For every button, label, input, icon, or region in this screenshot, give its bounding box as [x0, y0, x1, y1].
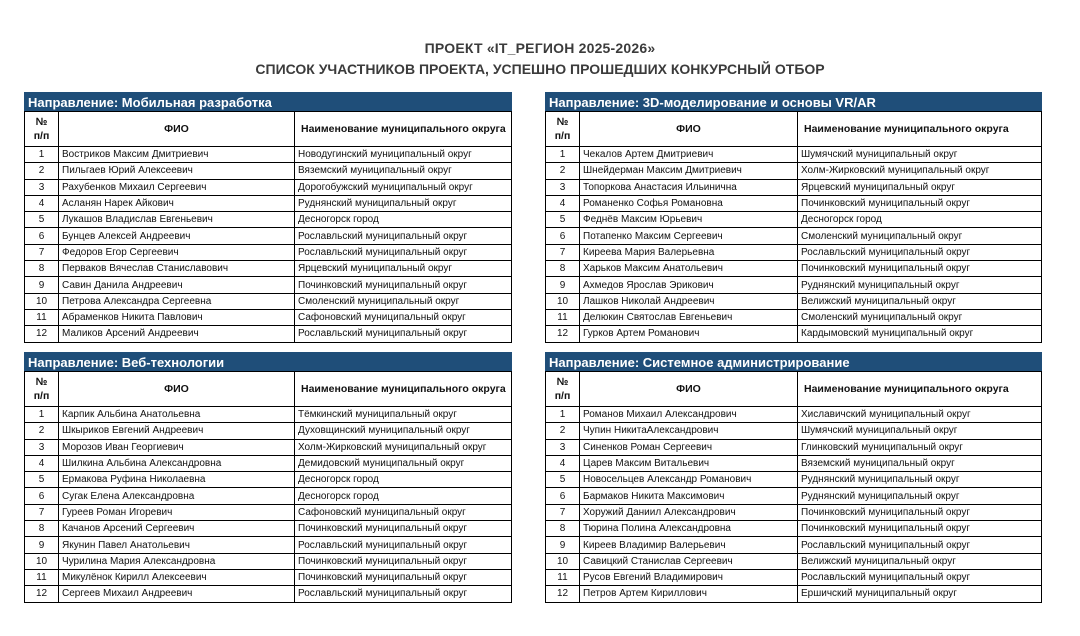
municipal-district: Рославльский муниципальный округ: [295, 244, 512, 260]
column-header-fio: ФИО: [580, 372, 798, 407]
participant-name: Федоров Егор Сергеевич: [59, 244, 295, 260]
table-row: [546, 195, 1042, 211]
row-number: 11: [546, 309, 580, 325]
municipal-district: Хиславичский муниципальный округ: [798, 407, 1042, 423]
row-number: 2: [25, 163, 59, 179]
row-number: 6: [25, 488, 59, 504]
municipal-district: Глинковский муниципальный округ: [798, 439, 1042, 455]
municipal-district: Рославльский муниципальный округ: [295, 326, 512, 342]
participant-name: Карпик Альбина Анатольевна: [59, 407, 295, 423]
municipal-district: Починковский муниципальный округ: [295, 569, 512, 585]
participants-table: [24, 111, 512, 343]
municipal-district: Руднянский муниципальный округ: [798, 472, 1042, 488]
row-number: 10: [546, 293, 580, 309]
municipal-district: Вяземский муниципальный округ: [798, 455, 1042, 471]
table-row: [546, 504, 1042, 520]
municipal-district: Демидовский муниципальный округ: [295, 455, 512, 471]
participant-name: Романов Михаил Александрович: [580, 407, 798, 423]
participant-name: Микулёнок Кирилл Алексеевич: [59, 569, 295, 585]
table-row: [25, 326, 512, 342]
section-title: Направление: Веб-технологии: [24, 352, 512, 371]
participant-name: Петрова Александра Сергеевна: [59, 293, 295, 309]
row-number: 10: [25, 553, 59, 569]
participant-name: Петров Артем Кириллович: [580, 586, 798, 602]
row-number: 6: [25, 228, 59, 244]
participant-name: Лукашов Владислав Евгеньевич: [59, 212, 295, 228]
participant-name: Хоружий Даниил Александрович: [580, 504, 798, 520]
column-header-region: Наименование муниципального округа: [798, 112, 1042, 147]
participant-name: Гурков Артем Романович: [580, 326, 798, 342]
row-number: 8: [546, 261, 580, 277]
municipal-district: Шумячский муниципальный округ: [798, 147, 1042, 163]
municipal-district: Рославльский муниципальный округ: [798, 244, 1042, 260]
row-number: 12: [546, 586, 580, 602]
participant-name: Ермакова Руфина Николаевна: [59, 472, 295, 488]
table-row: [546, 488, 1042, 504]
participant-name: Царев Максим Витальевич: [580, 455, 798, 471]
table-row: [546, 407, 1042, 423]
table-row: [546, 553, 1042, 569]
participant-name: Киреев Владимир Валерьевич: [580, 537, 798, 553]
table-row: [25, 228, 512, 244]
table-row: [546, 537, 1042, 553]
row-number: 1: [546, 147, 580, 163]
row-number: 7: [25, 244, 59, 260]
table-row: [25, 261, 512, 277]
table-row: [546, 586, 1042, 602]
column-header-region: Наименование муниципального округа: [295, 372, 512, 407]
municipal-district: Десногорск город: [295, 488, 512, 504]
table-row: [25, 147, 512, 163]
participant-name: Сергеев Михаил Андреевич: [59, 586, 295, 602]
section-title: Направление: Системное администрирование: [545, 352, 1042, 371]
table-header-row: [25, 372, 512, 407]
municipal-district: Смоленский муниципальный округ: [295, 293, 512, 309]
row-number: 8: [25, 261, 59, 277]
municipal-district: Смоленский муниципальный округ: [798, 309, 1042, 325]
table-row: [25, 586, 512, 602]
row-number: 3: [25, 439, 59, 455]
table-row: [546, 179, 1042, 195]
table-row: [546, 455, 1042, 471]
row-number: 11: [25, 569, 59, 585]
participants-table: [24, 371, 512, 603]
participant-name: Чекалов Артем Дмитриевич: [580, 147, 798, 163]
table-row: [25, 504, 512, 520]
row-number: 7: [546, 504, 580, 520]
row-number: 1: [546, 407, 580, 423]
participant-name: Гуреев Роман Игоревич: [59, 504, 295, 520]
municipal-district: Ершичский муниципальный округ: [798, 586, 1042, 602]
participant-name: Маликов Арсений Андреевич: [59, 326, 295, 342]
participant-name: Киреева Мария Валерьевна: [580, 244, 798, 260]
municipal-district: Тёмкинский муниципальный округ: [295, 407, 512, 423]
municipal-district: Вяземский муниципальный округ: [295, 163, 512, 179]
table-row: [546, 472, 1042, 488]
participant-name: Шкыриков Евгений Андреевич: [59, 423, 295, 439]
participants-table: [545, 371, 1042, 603]
row-number: 12: [25, 586, 59, 602]
row-number: 9: [546, 537, 580, 553]
row-number: 12: [546, 326, 580, 342]
municipal-district: Руднянский муниципальный округ: [798, 488, 1042, 504]
municipal-district: Рославльский муниципальный округ: [295, 228, 512, 244]
table-row: [25, 407, 512, 423]
row-number: 10: [546, 553, 580, 569]
table-row: [546, 163, 1042, 179]
table-row: [546, 212, 1042, 228]
row-number: 7: [546, 244, 580, 260]
document-header: [0, 38, 1080, 79]
participant-name: Харьков Максим Анатольевич: [580, 261, 798, 277]
participants-table: [545, 111, 1042, 343]
participant-name: Савин Данила Андреевич: [59, 277, 295, 293]
municipal-district: Сафоновский муниципальный округ: [295, 309, 512, 325]
column-header-region: Наименование муниципального округа: [798, 372, 1042, 407]
table-row: [25, 455, 512, 471]
row-number: 3: [546, 439, 580, 455]
participant-name: Ахмедов Ярослав Эрикович: [580, 277, 798, 293]
municipal-district: Новодугинский муниципальный округ: [295, 147, 512, 163]
table-row: [25, 569, 512, 585]
municipal-district: Ярцевский муниципальный округ: [295, 261, 512, 277]
municipal-district: Рославльский муниципальный округ: [295, 586, 512, 602]
table-row: [546, 309, 1042, 325]
municipal-district: Рославльский муниципальный округ: [798, 569, 1042, 585]
section-title: Направление: 3D-моделирование и основы VR/AR: [545, 92, 1042, 111]
row-number: 4: [25, 195, 59, 211]
municipal-district: Духовщинский муниципальный округ: [295, 423, 512, 439]
table-row: [25, 553, 512, 569]
municipal-district: Дорогобужский муниципальный округ: [295, 179, 512, 195]
table-row: [25, 423, 512, 439]
municipal-district: Починковский муниципальный округ: [295, 521, 512, 537]
participant-name: Савицкий Станислав Сергеевич: [580, 553, 798, 569]
row-number: 3: [546, 179, 580, 195]
section-web: [24, 352, 512, 603]
table-row: [25, 212, 512, 228]
table-row: [546, 244, 1042, 260]
row-number: 5: [25, 212, 59, 228]
row-number: 5: [25, 472, 59, 488]
table-row: [25, 277, 512, 293]
municipal-district: Рославльский муниципальный округ: [798, 537, 1042, 553]
participant-name: Качанов Арсений Сергеевич: [59, 521, 295, 537]
table-header-row: [546, 372, 1042, 407]
municipal-district: Велижский муниципальный округ: [798, 293, 1042, 309]
table-row: [25, 472, 512, 488]
municipal-district: Кардымовский муниципальный округ: [798, 326, 1042, 342]
project-title: ПРОЕКТ «IT_РЕГИОН 2025-2026»: [424, 40, 656, 56]
row-number: 6: [546, 488, 580, 504]
participant-name: Новосельцев Александр Романович: [580, 472, 798, 488]
row-number: 4: [546, 455, 580, 471]
section-mobile: [24, 92, 512, 343]
participant-name: Востриков Максим Дмитриевич: [59, 147, 295, 163]
municipal-district: Починковский муниципальный округ: [798, 521, 1042, 537]
participant-name: Синенков Роман Сергеевич: [580, 439, 798, 455]
municipal-district: Холм-Жирковский муниципальный округ: [798, 163, 1042, 179]
municipal-district: Смоленский муниципальный округ: [798, 228, 1042, 244]
row-number: 12: [25, 326, 59, 342]
list-title: СПИСОК УЧАСТНИКОВ ПРОЕКТА, УСПЕШНО ПРОШЕДШИХ КОНКУРСНЫЙ ОТБОР: [255, 61, 825, 77]
table-row: [546, 569, 1042, 585]
participant-name: Абраменков Никита Павлович: [59, 309, 295, 325]
table-row: [546, 147, 1042, 163]
participant-name: Пильгаев Юрий Алексеевич: [59, 163, 295, 179]
participant-name: Рахубенков Михаил Сергеевич: [59, 179, 295, 195]
participant-name: Шилкина Альбина Александровна: [59, 455, 295, 471]
table-row: [25, 293, 512, 309]
row-number: 4: [546, 195, 580, 211]
column-header-fio: ФИО: [580, 112, 798, 147]
row-number: 11: [546, 569, 580, 585]
participant-name: Перваков Вячеслав Станиславович: [59, 261, 295, 277]
table-row: [546, 261, 1042, 277]
municipal-district: Починковский муниципальный округ: [798, 195, 1042, 211]
row-number: 9: [546, 277, 580, 293]
table-row: [25, 179, 512, 195]
row-number: 2: [546, 423, 580, 439]
participant-name: Потапенко Максим Сергеевич: [580, 228, 798, 244]
municipal-district: Починковский муниципальный округ: [295, 277, 512, 293]
table-row: [546, 228, 1042, 244]
participant-name: Делюкин Святослав Евгеньевич: [580, 309, 798, 325]
table-row: [25, 537, 512, 553]
row-number: 8: [546, 521, 580, 537]
row-number: 10: [25, 293, 59, 309]
table-row: [25, 521, 512, 537]
table-row: [546, 521, 1042, 537]
participant-name: Топоркова Анастасия Ильинична: [580, 179, 798, 195]
table-header-row: [25, 112, 512, 147]
column-header-fio: ФИО: [59, 372, 295, 407]
row-number: 9: [25, 537, 59, 553]
table-header-row: [546, 112, 1042, 147]
municipal-district: Шумячский муниципальный округ: [798, 423, 1042, 439]
row-number: 2: [25, 423, 59, 439]
row-number: 4: [25, 455, 59, 471]
municipal-district: Починковский муниципальный округ: [295, 553, 512, 569]
table-row: [546, 293, 1042, 309]
municipal-district: Рославльский муниципальный округ: [295, 537, 512, 553]
table-row: [546, 326, 1042, 342]
municipal-district: Руднянский муниципальный округ: [798, 277, 1042, 293]
participant-name: Чурилина Мария Александровна: [59, 553, 295, 569]
row-number: 8: [25, 521, 59, 537]
table-row: [546, 277, 1042, 293]
table-row: [25, 309, 512, 325]
municipal-district: Десногорск город: [295, 472, 512, 488]
municipal-district: Починковский муниципальный округ: [798, 504, 1042, 520]
municipal-district: Руднянский муниципальный округ: [295, 195, 512, 211]
table-row: [25, 488, 512, 504]
participant-name: Сугак Елена Александровна: [59, 488, 295, 504]
row-number: 11: [25, 309, 59, 325]
participant-name: Якунин Павел Анатольевич: [59, 537, 295, 553]
table-row: [546, 423, 1042, 439]
participant-name: Морозов Иван Георгиевич: [59, 439, 295, 455]
row-number: 5: [546, 472, 580, 488]
municipal-district: Велижский муниципальный округ: [798, 553, 1042, 569]
table-row: [25, 163, 512, 179]
section-title: Направление: Мобильная разработка: [24, 92, 512, 111]
row-number: 2: [546, 163, 580, 179]
participant-name: Бармаков Никита Максимович: [580, 488, 798, 504]
row-number: 7: [25, 504, 59, 520]
column-header-number: № п/п: [546, 372, 580, 407]
section-3d-vr-ar: [545, 92, 1042, 343]
row-number: 1: [25, 407, 59, 423]
column-header-number: № п/п: [25, 112, 59, 147]
row-number: 5: [546, 212, 580, 228]
table-row: [25, 195, 512, 211]
column-header-fio: ФИО: [59, 112, 295, 147]
participant-name: Бунцев Алексей Андреевич: [59, 228, 295, 244]
row-number: 9: [25, 277, 59, 293]
municipal-district: Десногорск город: [295, 212, 512, 228]
municipal-district: Сафоновский муниципальный округ: [295, 504, 512, 520]
row-number: 1: [25, 147, 59, 163]
municipal-district: Десногорск город: [798, 212, 1042, 228]
column-header-number: № п/п: [546, 112, 580, 147]
table-row: [25, 439, 512, 455]
municipal-district: Холм-Жирковский муниципальный округ: [295, 439, 512, 455]
participant-name: Тюрина Полина Александровна: [580, 521, 798, 537]
participant-name: Феднёв Максим Юрьевич: [580, 212, 798, 228]
participant-name: Лашков Николай Андреевич: [580, 293, 798, 309]
participant-name: Асланян Нарек Айкович: [59, 195, 295, 211]
municipal-district: Ярцевский муниципальный округ: [798, 179, 1042, 195]
row-number: 6: [546, 228, 580, 244]
section-sysadmin: [545, 352, 1042, 603]
municipal-district: Починковский муниципальный округ: [798, 261, 1042, 277]
participant-name: Романенко Софья Романовна: [580, 195, 798, 211]
column-header-region: Наименование муниципального округа: [295, 112, 512, 147]
participant-name: Чупин НикитаАлександрович: [580, 423, 798, 439]
row-number: 3: [25, 179, 59, 195]
table-row: [546, 439, 1042, 455]
table-row: [25, 244, 512, 260]
participant-name: Шнейдерман Максим Дмитриевич: [580, 163, 798, 179]
participant-name: Русов Евгений Владимирович: [580, 569, 798, 585]
column-header-number: № п/п: [25, 372, 59, 407]
